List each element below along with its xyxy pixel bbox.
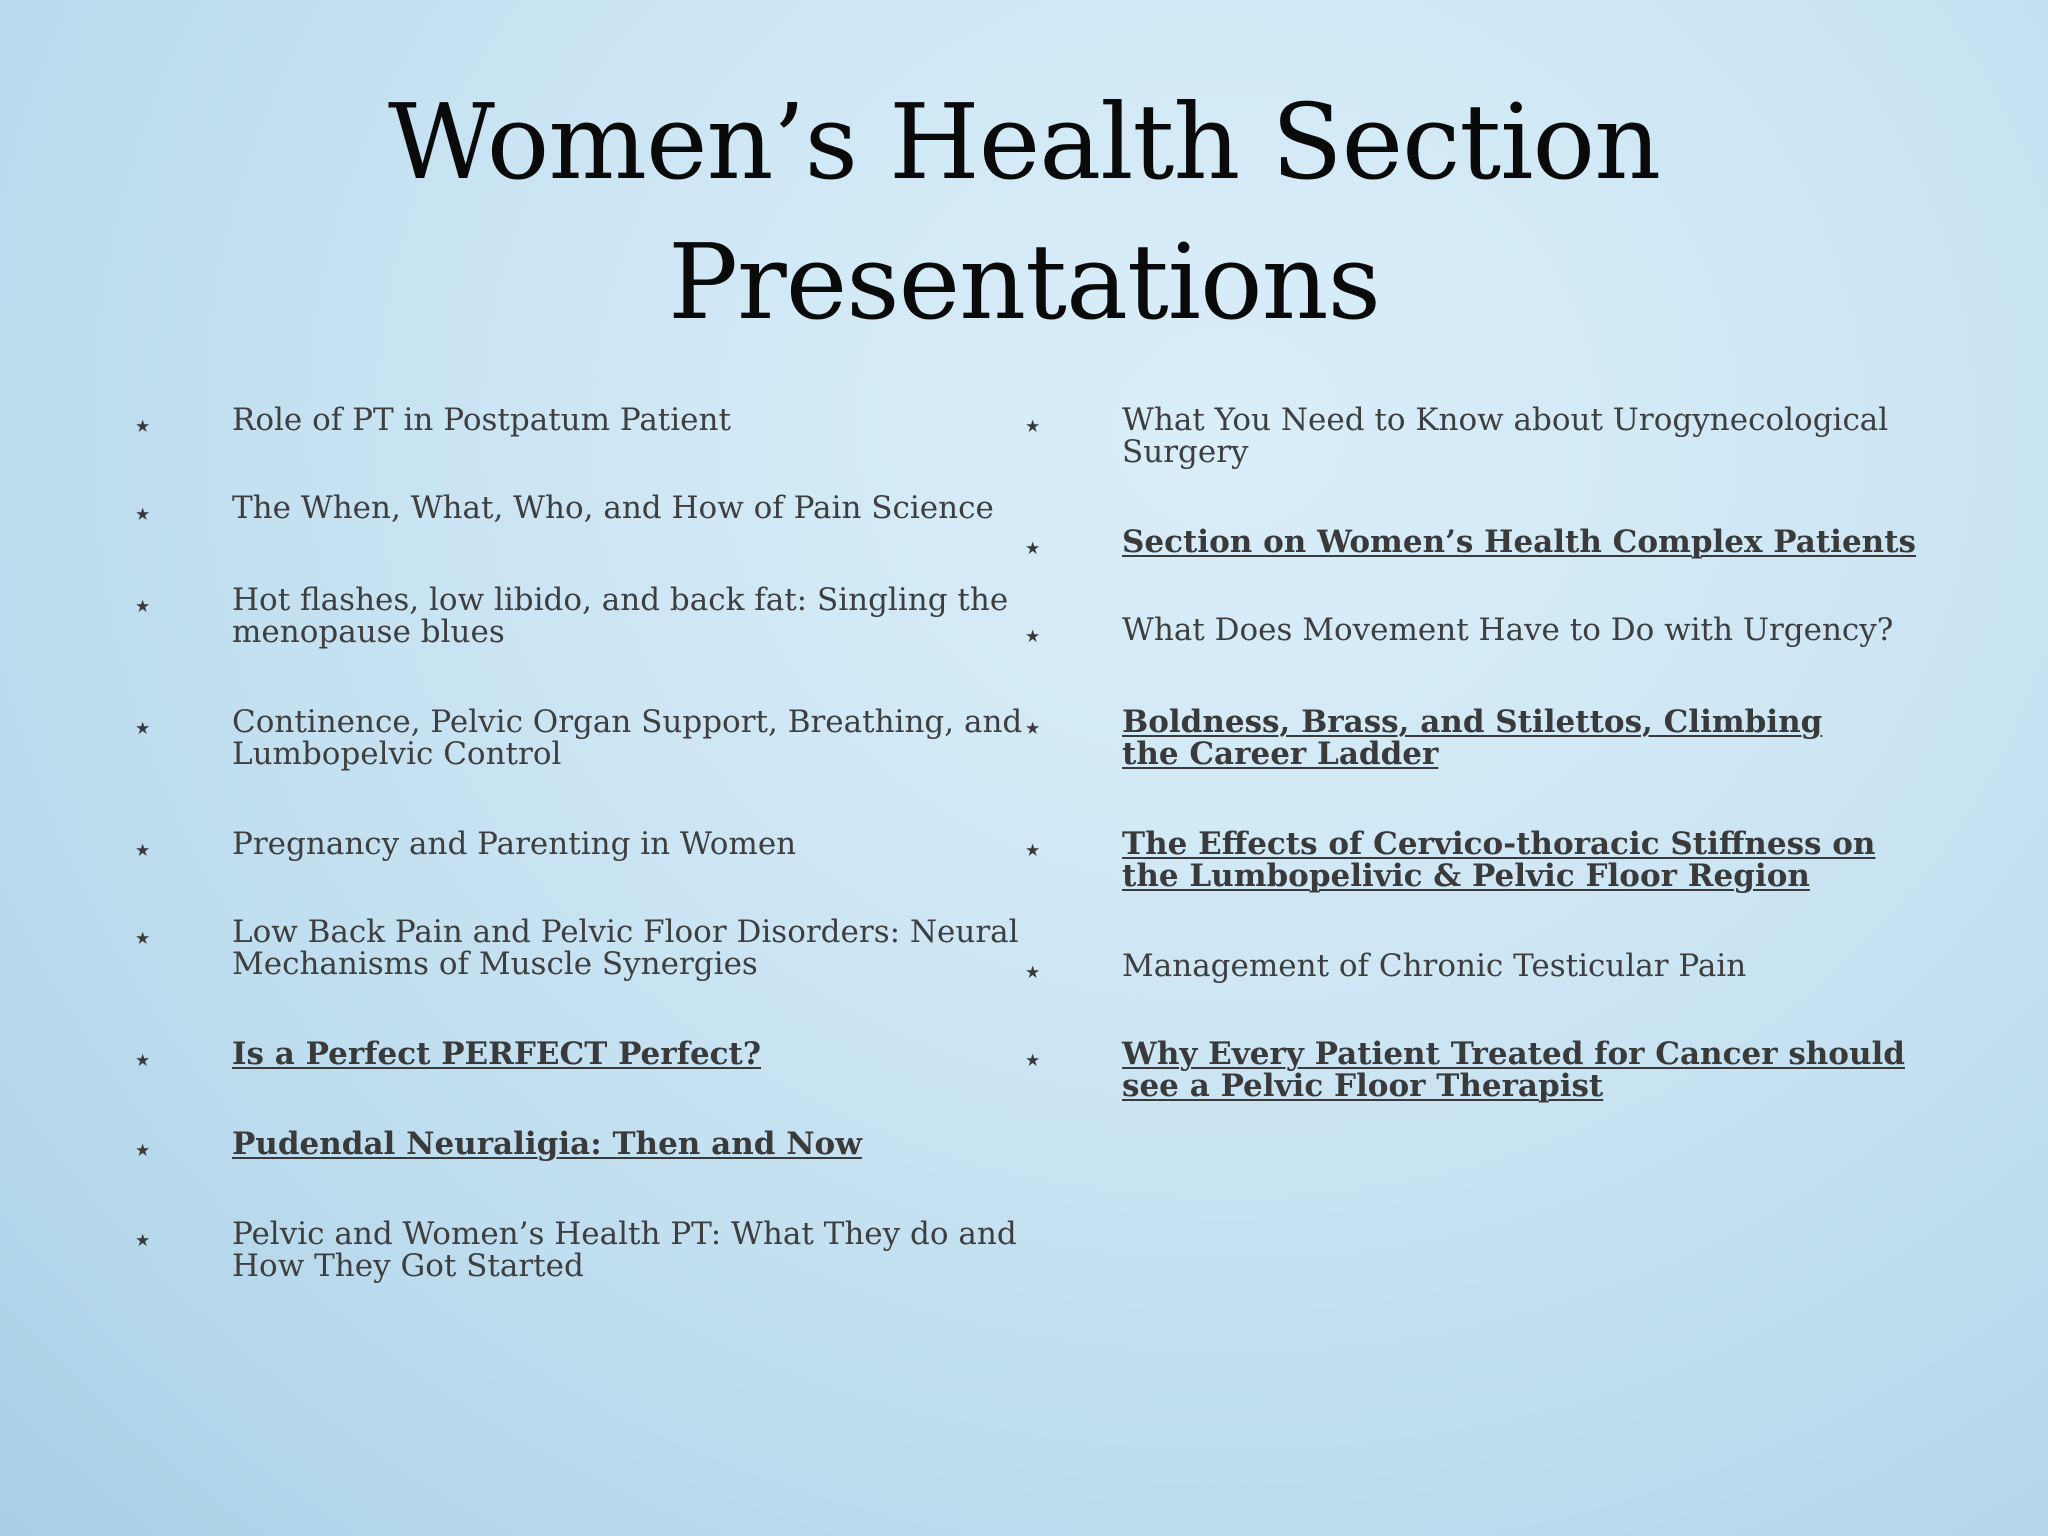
item-link-text[interactable]: Section on Women’s Health Complex Patients (1122, 524, 1916, 560)
item-link-text[interactable]: Pudendal Neuraligia: Then and Now (232, 1126, 862, 1162)
star-bullet-icon: ⋆ (1022, 830, 1044, 870)
item-text: Management of Chronic Testicular Pain (1122, 948, 1747, 984)
item-link-text[interactable]: Boldness, Brass, and Stilettos, Climbing the Career Ladder (1122, 704, 1823, 772)
star-bullet-icon: ⋆ (132, 708, 154, 748)
star-bullet-icon: ⋆ (132, 1130, 154, 1170)
star-bullet-icon: ⋆ (132, 1040, 154, 1080)
star-bullet-icon: ⋆ (1022, 952, 1044, 992)
star-bullet-icon: ⋆ (1022, 528, 1044, 568)
item-text: Hot flashes, low libido, and back fat: Singling the menopause blues (232, 582, 1009, 650)
title-line-2: Presentations (668, 221, 1380, 343)
star-bullet-icon: ⋆ (1022, 616, 1044, 656)
item-text: The When, What, Who, and How of Pain Science (232, 490, 994, 526)
item-link-text[interactable]: Why Every Patient Treated for Cancer should see a Pelvic Floor Therapist (1122, 1036, 1905, 1104)
slide-title (0, 72, 2048, 352)
item-link-text[interactable]: Is a Perfect PERFECT Perfect? (232, 1036, 762, 1072)
star-bullet-icon: ⋆ (132, 494, 154, 534)
item-text: Pregnancy and Parenting in Women (232, 826, 797, 862)
star-bullet-icon: ⋆ (132, 918, 154, 958)
item-text: What Does Movement Have to Do with Urgency? (1122, 612, 1894, 648)
item-text: Low Back Pain and Pelvic Floor Disorders: Neural Mechanisms of Muscle Synergies (232, 914, 1019, 982)
star-bullet-icon: ⋆ (1022, 708, 1044, 748)
star-bullet-icon: ⋆ (132, 1220, 154, 1260)
item-text: Pelvic and Women’s Health PT: What They do and How They Got Started (232, 1216, 1017, 1284)
item-link-text[interactable]: The Effects of Cervico-thoracic Stiffness on the Lumbopelivic & Pelvic Floor Region (1122, 826, 1876, 894)
item-text: Continence, Pelvic Organ Support, Breathing, and Lumbopelvic Control (232, 704, 1023, 772)
star-bullet-icon: ⋆ (132, 406, 154, 446)
star-bullet-icon: ⋆ (132, 830, 154, 870)
star-bullet-icon: ⋆ (1022, 406, 1044, 446)
star-bullet-icon: ⋆ (1022, 1040, 1044, 1080)
star-bullet-icon: ⋆ (132, 586, 154, 626)
item-text: What You Need to Know about Urogynecological Surgery (1122, 402, 1889, 470)
item-text: Role of PT in Postpatum Patient (232, 402, 731, 438)
title-line-1: Women’s Health Section (387, 81, 1661, 203)
